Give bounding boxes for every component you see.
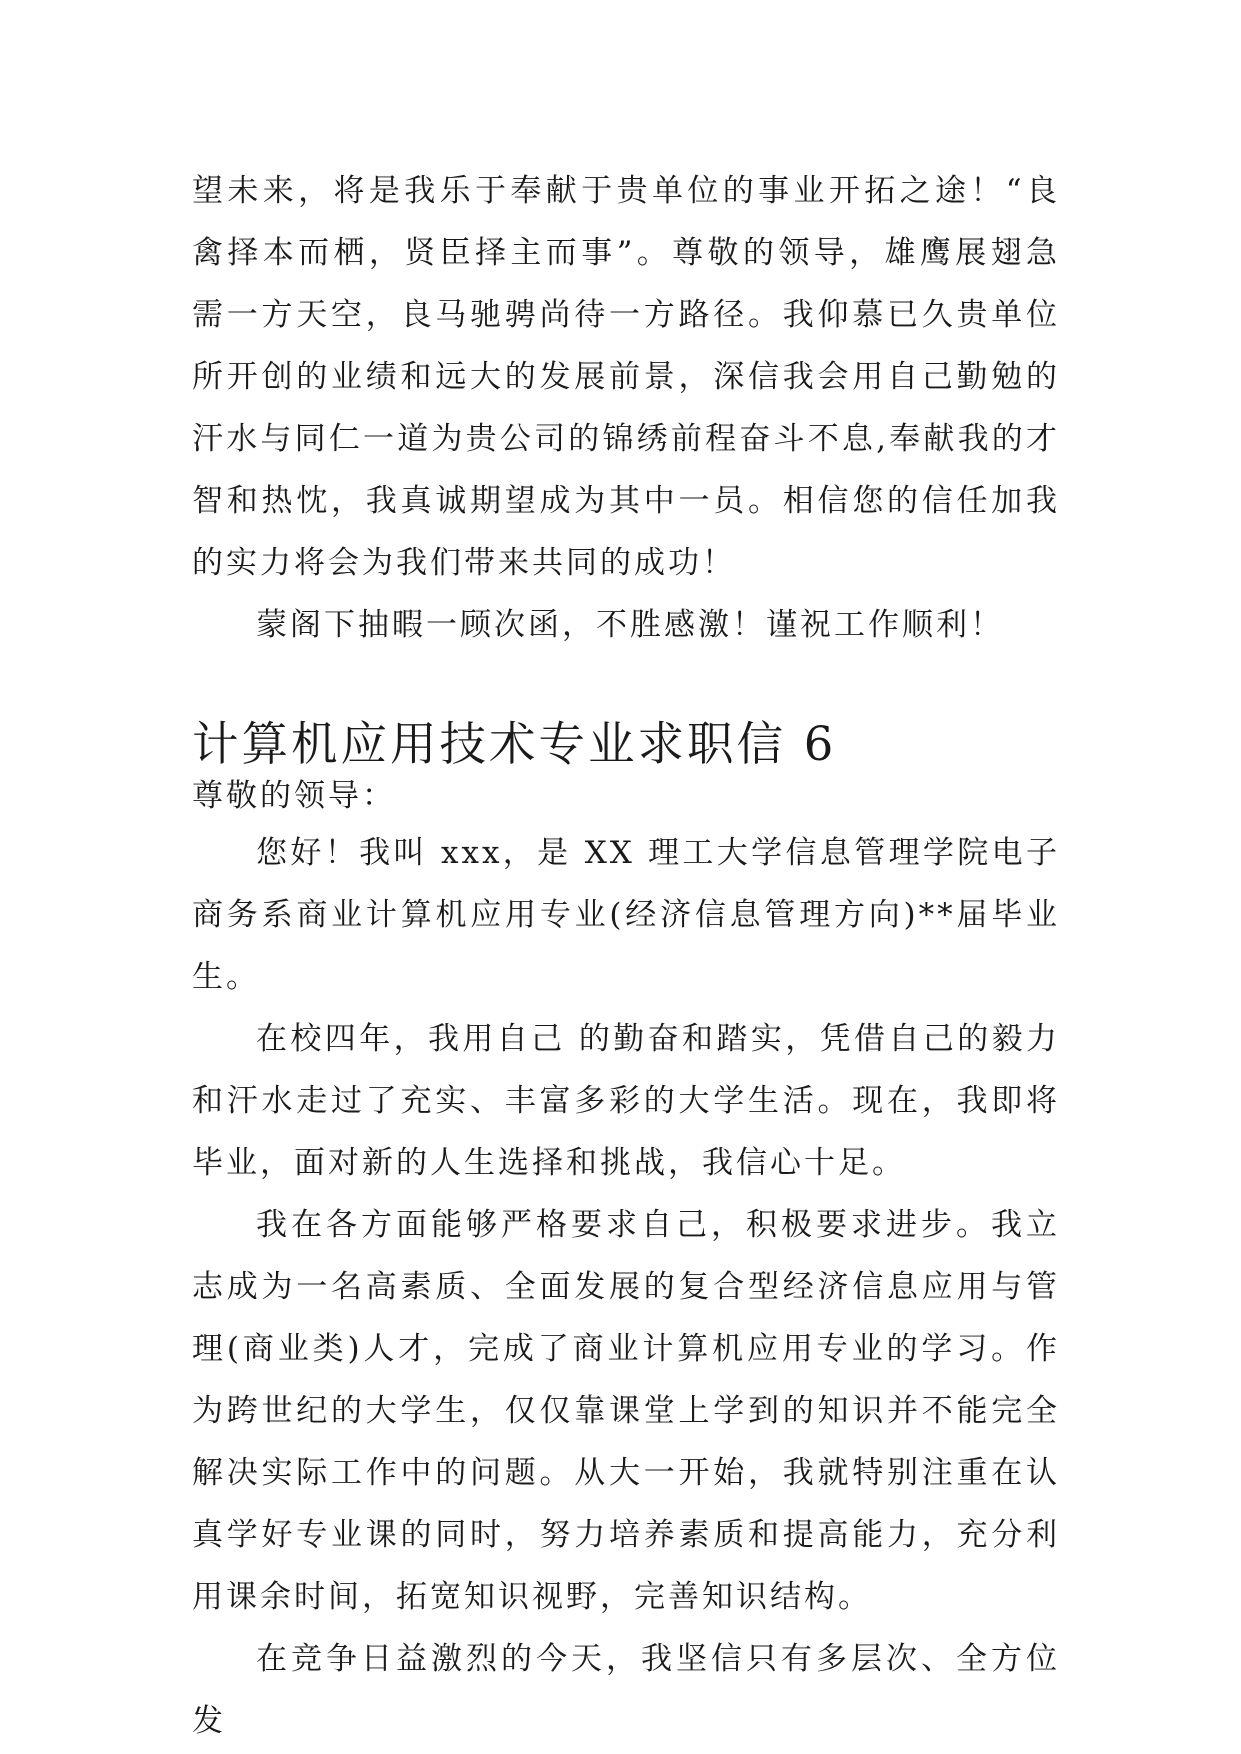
body-paragraph-1: 您好！我叫 xxx，是 XX 理工大学信息管理学院电子商务系商业计算机应用专业(经济信息管理方向)**届毕业生。 (192, 835, 1060, 995)
body-paragraph-2: 在校四年，我用自己 的勤奋和踏实，凭借自己的毅力和汗水走过了充实、丰富多彩的大学生活。现在，我即将毕业，面对新的人生选择和挑战，我信心十足。 (192, 1021, 1060, 1181)
section-spacer (192, 656, 1060, 718)
continuation-paragraph: 望未来，将是我乐于奉献于贵单位的事业开拓之途！“良禽择本而栖，贤臣择主而事”。尊敬的领导，雄鹰展翅急需一方天空，良马驰骋尚待一方路径。我仰慕已久贵单位所开创的业绩和远大的发展前景，深信我会用自己勤勉的汗水与同仁一道为贵公司的锦绣前程奋斗不息,奉献我的才智和热忱，我真诚期望成为其中一员。相信您的信任加我的实力将会为我们带来共同的成功！ (192, 173, 1060, 581)
closing-paragraph: 蒙阁下抽暇一顾次函，不胜感激！谨祝工作顺利！ (256, 607, 1004, 643)
body-paragraph-3: 我在各方面能够严格要求自己，积极要求进步。我立志成为一名高素质、全面发展的复合型经济信息应用与管理(商业类)人才，完成了商业计算机应用专业的学习。作为跨世纪的大学生，仅仅靠课堂上学到的知识并不能完全解决实际工作中的问题。从大一开始，我就特别注重在认真学好专业课的同时，努力培养素质和提高能力，充分利用课余时间，拓宽知识视野，完善知识结构。 (192, 1207, 1060, 1615)
salutation: 尊敬的领导： (192, 778, 396, 814)
letter-body (192, 160, 1060, 1752)
body-paragraph-4: 在竞争日益激烈的今天，我坚信只有多层次、全方位发 (192, 1641, 1060, 1739)
section-title: 计算机应用技术专业求职信 6 (192, 717, 837, 771)
